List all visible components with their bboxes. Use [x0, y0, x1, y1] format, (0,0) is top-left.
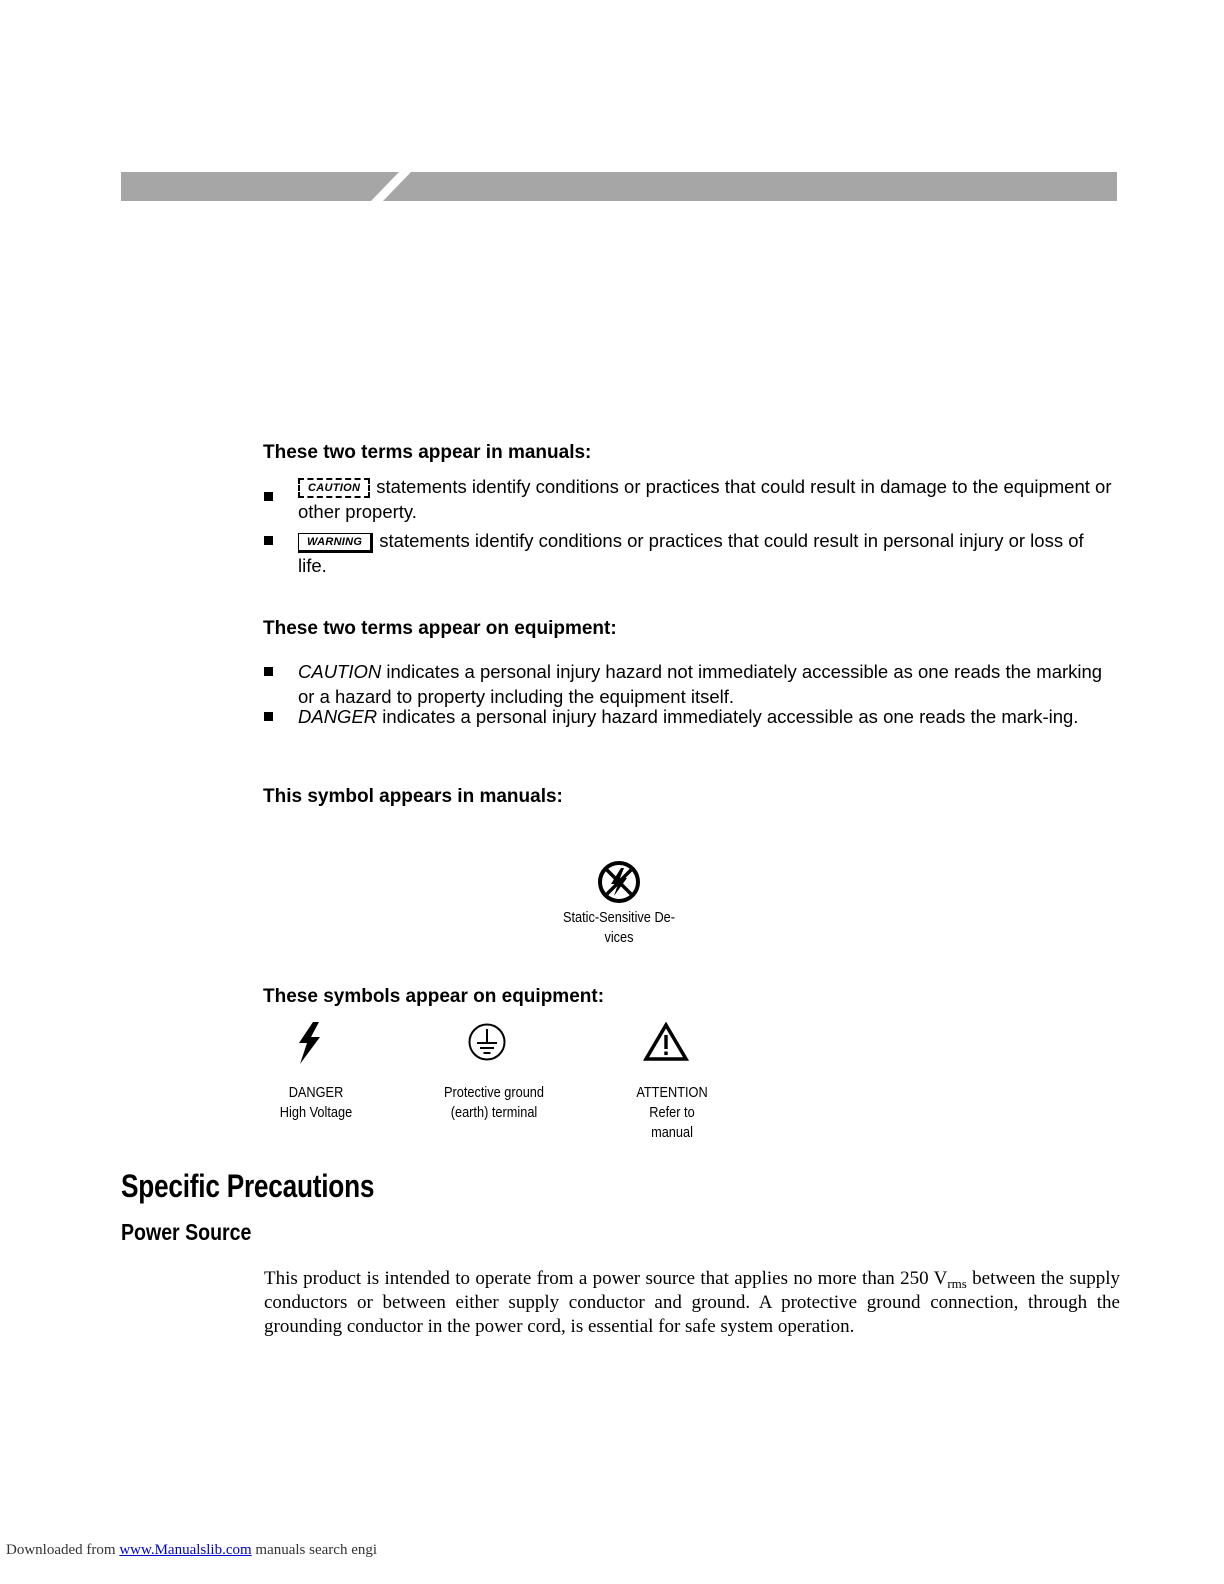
- protective-ground-caption: [424, 1083, 565, 1123]
- warning-badge: WARNING: [298, 533, 373, 553]
- caption-line: Refer to: [649, 1105, 695, 1121]
- list-item-caution-statement: [263, 474, 1113, 524]
- equipment-terms-list: [263, 659, 1113, 729]
- paragraph-text-end: between the supply conductors or between either supply conductor and ground. A protective ground connection, through the grounding conductor in the power cord, is essential for safe system operation.: [264, 1268, 1120, 1337]
- caption-line: High Voltage: [279, 1105, 353, 1121]
- danger-term: DANGER: [298, 706, 378, 727]
- manualslib-link[interactable]: www.Manualslib.com: [119, 1542, 252, 1558]
- download-footer: [6, 1542, 377, 1559]
- bullet-icon: [264, 492, 273, 501]
- caption-line: vices: [604, 930, 634, 946]
- list-item-warning-statement: [263, 528, 1113, 578]
- section-subtitle: Power Source: [121, 1219, 252, 1245]
- list-item-danger-term: [263, 704, 1113, 729]
- equipment-symbols-heading: These symbols appear on equipment:: [263, 986, 605, 1007]
- caution-statement-text: statements identify conditions or practices that could result in damage to the equipment or other property.: [298, 476, 1112, 522]
- caption-line: ATTENTION: [636, 1085, 708, 1101]
- list-item-caution-term: [263, 659, 1113, 709]
- footer-suffix: manuals search engi: [251, 1542, 378, 1558]
- static-sensitive-icon: [597, 860, 641, 909]
- manual-terms-list: [263, 474, 1113, 578]
- equipment-terms-heading: These two terms appear on equipment:: [263, 618, 617, 639]
- caution-badge: CAUTION: [298, 478, 370, 498]
- protective-ground-icon: [467, 1022, 507, 1067]
- caption-line: manual: [651, 1125, 693, 1141]
- danger-term-text: indicates a personal injury hazard immediately accessible as one reads the mark-ing.: [382, 706, 1079, 727]
- bullet-icon: [264, 712, 273, 721]
- caution-term-text: indicates a personal injury hazard not immediately accessible as one reads the marking or a hazard to property including the equipment itself.: [298, 661, 1103, 707]
- warning-statement-text: statements identify conditions or practices that could result in personal injury or loss of life.: [298, 530, 1084, 576]
- header-bar: [121, 172, 1117, 201]
- high-voltage-icon: [296, 1021, 324, 1070]
- footer-prefix: Downloaded from: [6, 1542, 120, 1558]
- static-sensitive-caption: [549, 908, 690, 948]
- section-title: Specific Precautions: [121, 1168, 375, 1204]
- attention-caption: [610, 1083, 733, 1143]
- caption-line: (earth) terminal: [450, 1105, 538, 1121]
- rms-subscript: rms: [947, 1276, 967, 1291]
- high-voltage-caption: [254, 1083, 377, 1123]
- caption-line: DANGER: [288, 1085, 344, 1101]
- caption-line: Protective ground: [443, 1085, 545, 1101]
- bullet-icon: [264, 667, 273, 676]
- manual-symbol-heading: This symbol appears in manuals:: [263, 786, 563, 807]
- paragraph-text-start: This product is intended to operate from a power source that applies no more than 250 V: [264, 1268, 948, 1289]
- caption-line: Static-Sensitive De-: [562, 910, 676, 926]
- caution-term: CAUTION: [298, 661, 382, 682]
- manual-terms-heading: These two terms appear in manuals:: [263, 442, 592, 463]
- attention-icon: [643, 1022, 689, 1067]
- bullet-icon: [264, 536, 273, 545]
- power-source-paragraph: [264, 1267, 1120, 1339]
